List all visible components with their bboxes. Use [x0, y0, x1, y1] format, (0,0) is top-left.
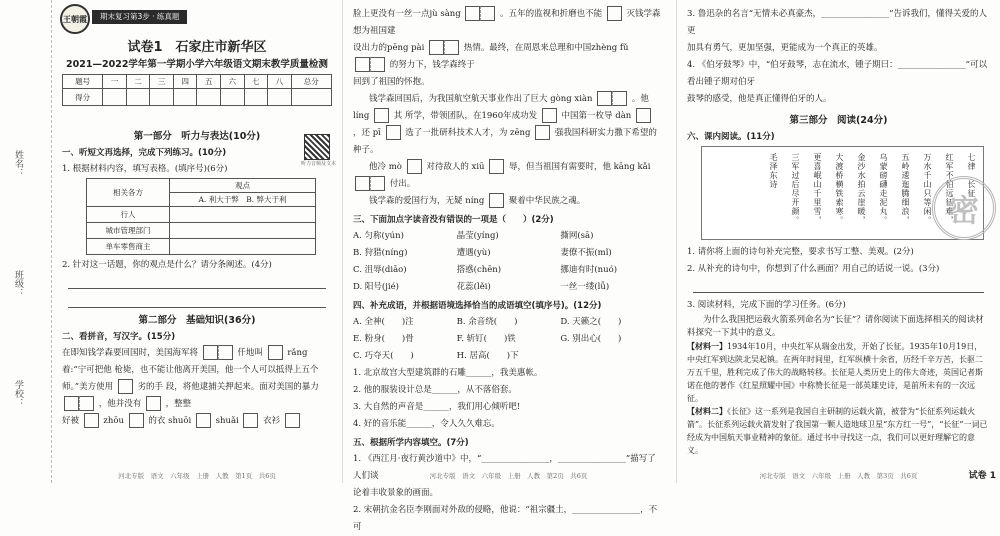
char-boxes[interactable] — [203, 345, 233, 360]
answer-line[interactable] — [68, 274, 326, 289]
score-table-header: 七 — [244, 75, 268, 89]
q2-title: 二、看拼音，写汉字。(15分) — [62, 332, 176, 342]
q6-1: 1. 请你将上面的诗句补充完整，要求书写工整、美观。(2分) — [687, 247, 914, 257]
poem-line: 金沙水拍云崖暖， — [857, 153, 866, 225]
q6-3: 3. 阅读材料，完成下面的学习任务。(6分) — [687, 300, 846, 310]
q6-3-intro: 为什么我国把运载火箭系列命名为“长征”？请你阅读下面选择相关的阅读材料探究一下其中的意义。 — [687, 315, 984, 338]
q1-2: 2. 针对这一话题，你的观点是什么？请分条阐述。(4分) — [62, 260, 272, 270]
char-boxes[interactable] — [374, 108, 389, 123]
material-1: 【材料一】1934年10月，中央红军从瑞金出发，开始了长征。1935年10月19日，中央红军到达陕北吴起镇。在两年时间里，红军纵横十余省，历经千辛万苦，长驱二万五千里，胜利完成了伟大的战略转移。长征是人类历史上的伟大奇迹，英国记者斯诺在他的著作《红星照耀中国》中称赞长征是一部英雄史诗，是前所未有的一次远征。 — [687, 341, 983, 403]
paper-title: 试卷1 石家庄市新华区 — [127, 40, 267, 55]
score-table-header: 一 — [103, 75, 127, 89]
page-2 — [342, 0, 674, 532]
score-table-header: 五 — [197, 75, 221, 89]
p2-line: 脸上更没有一丝一点jù sàng 。五年的监视和折磨也不能 灭钱学森想为祖国建 — [353, 6, 664, 40]
score-table-header: 三 — [150, 75, 174, 89]
material-2: 【材料二】《长征》这一系列是我国自主研制的运载火箭，被誉为“长征系列运载火箭”。长征系列运载火箭发射了我国第一颗人造地球卫星“东方红一号”，“长征”一词已经成为中国航天事业精神的象征。通过书中寻找这一点，我们可以更好理解它的意义。 — [687, 406, 988, 455]
q2-passage: 在即知钱学森要回国时，美国海军将 仟地叫 rǎng 着:“宁可把他 枪毙，也不能让他离开美国，他一个人可以抵得上五个师。”美方使用 劣的手 段，将他逮捕关押起来。面对美国的暴力 ，他并没有 ，整整 好被 zhōu 的衣 shuōi shuǎi 衣衫 — [62, 345, 332, 430]
option[interactable]: C. 沮辱(diāo) — [353, 265, 407, 275]
option: 挪迪有时(nuó) — [560, 265, 618, 275]
binding-strip — [0, 0, 52, 483]
part1 — [62, 124, 332, 430]
q3-options — [353, 228, 664, 296]
option[interactable]: A. 匀称(yún) — [353, 231, 404, 241]
q5-item: 2. 宋朝抗金名臣李刚面对外敌的侵略，他说：“祖宗疆土，________________，不可 — [353, 505, 658, 532]
q5-3: 3. 鲁迅杂的名言“无情未必真豪杰，________________”告诉我们，懂得关爱的人更 — [687, 9, 988, 36]
opinion-answer-cell[interactable] — [170, 223, 316, 239]
score-cell[interactable] — [103, 89, 127, 106]
score-cell[interactable] — [197, 89, 221, 106]
idiom-blank[interactable]: F. 斩钉( )铁 — [456, 334, 516, 344]
score-row-label: 得分 — [63, 89, 103, 106]
option: 一丝一缕(lǚ) — [560, 282, 610, 292]
p2-line: 设出力的pēng pài 热情。最终，在周恩来总理和中国zhèng fǔ 的努力下，钱学森终于 — [353, 40, 664, 74]
class-label: 班级： — [13, 270, 23, 297]
page-3 — [676, 0, 1000, 483]
q5-title: 五、根据所学内容填空。(7分) — [353, 438, 469, 448]
score-cell[interactable] — [150, 89, 174, 106]
q5-3b: 加具有勇气，更加坚强，更能成为一个真正的英雄。 — [687, 43, 883, 53]
poem-line: 乌蒙磅礴走泥丸。 — [879, 153, 888, 225]
part1-title: 第一部分 听力与表达(10分) — [133, 131, 261, 142]
char-boxes[interactable] — [597, 91, 627, 106]
poem-line: 五岭逶迤腾细浪， — [901, 153, 910, 225]
char-boxes[interactable] — [386, 125, 401, 140]
q6-title: 六、课内阅读。(11分) — [687, 132, 775, 142]
part2-title: 第二部分 基础知识(36分) — [138, 315, 256, 326]
q4-item: 1. 北京故宫大型建筑群的石雕______，我美惠帐。 — [353, 368, 543, 378]
score-table-row — [63, 89, 332, 106]
score-table-header: 题号 — [63, 75, 103, 89]
opinion-table-options: A. 利大于弊 B. 弊大于利 — [170, 193, 316, 207]
qr-caption: 听力音频及文本 — [300, 161, 336, 167]
opinion-table — [86, 178, 316, 255]
page-footer: 河北专版 语文 六年级 上册 人教 第1页 共6页 — [118, 472, 276, 480]
option: 花蕊(lěi) — [456, 282, 491, 292]
char-boxes[interactable] — [636, 108, 651, 123]
idiom-blank[interactable]: D. 天籁之( ) — [560, 317, 622, 327]
p2-para: 钱学森的爱国行为，无疑 níng 聚着中华民族之魂。 — [353, 193, 664, 210]
option[interactable]: B. 狩猎(níng) — [353, 248, 408, 258]
score-table — [62, 74, 332, 106]
part3-title: 第三部分 阅读(24分) — [789, 115, 888, 126]
char-boxes[interactable] — [355, 57, 385, 72]
poem-title: 七律 长征 — [967, 153, 976, 198]
q4-item: 3. 大自然的声音是______，我们用心倾听吧! — [353, 402, 521, 412]
score-table-header: 二 — [126, 75, 150, 89]
school-label: 学校： — [13, 380, 23, 407]
poem-line: 大渡桥横铁索寒。 — [835, 153, 844, 225]
answer-line[interactable] — [693, 278, 984, 293]
confidential-seal-icon: 密 — [932, 176, 996, 240]
q3-title: 三、下面加点字读音没有错误的一项是（ ）(2分) — [353, 215, 554, 225]
score-cell[interactable] — [126, 89, 150, 106]
char-boxes[interactable] — [84, 413, 99, 428]
opinion-row-label: 城市管理部门 — [87, 223, 170, 239]
opinion-answer-cell[interactable] — [170, 207, 316, 223]
score-cell[interactable] — [244, 89, 268, 106]
page-footer: 河北专版 语文 六年级 上册 人教 第3页 共6页 — [759, 472, 918, 480]
score-table-header: 四 — [173, 75, 197, 89]
char-boxes[interactable] — [64, 396, 94, 411]
opinion-table-col1: 相关各方 — [87, 179, 170, 207]
q6-2: 2. 从补充的诗句中，你想到了什么画面？用自己的话说一说。(3分) — [687, 264, 940, 274]
char-boxes[interactable] — [129, 413, 144, 428]
idiom-blank[interactable]: B. 余音绕( ) — [456, 317, 518, 327]
q1-1: 1. 根据材料内容，填写表格。(填序号)(6分) — [62, 164, 228, 174]
option[interactable]: D. 阳号(jié) — [353, 282, 399, 292]
idiom-blank[interactable]: H. 居高( )下 — [456, 351, 519, 361]
q5-4b: 鼓琴的感受，他是真正懂得伯牙的人。 — [687, 94, 832, 104]
idiom-blank[interactable]: E. 粉身( )骨 — [353, 334, 414, 344]
poem-line: 万水千山只等闲。 — [923, 153, 932, 225]
score-table-header: 八 — [268, 75, 292, 89]
score-cell[interactable] — [173, 89, 197, 106]
opinion-row-label: 单车零售商主 — [87, 239, 170, 255]
q4-options — [353, 314, 664, 365]
option: 搭惑(chēn) — [456, 265, 502, 275]
p2-line: 回到了祖国的怀抱。 — [353, 77, 430, 87]
poem-line: 更喜岷山千里雪， — [813, 153, 822, 225]
char-boxes[interactable] — [355, 176, 385, 191]
char-boxes[interactable] — [196, 413, 211, 428]
idiom-blank[interactable]: C. 巧夺天( ) — [353, 351, 414, 361]
q5-item: 1. 《西江月·夜行黄沙道中》中，“________________，________________”描写了人们谈 — [353, 454, 656, 481]
q1-title: 一、听短文再选择，完成下列练习。(10分) — [62, 148, 227, 158]
score-table-header: 总分 — [291, 75, 331, 89]
char-boxes[interactable] — [489, 193, 504, 208]
score-table-header-row — [63, 75, 332, 89]
idiom-blank[interactable]: G. 别出心( ) — [560, 334, 622, 344]
qr-code-icon — [304, 134, 330, 160]
q4-title: 四、补充成语，并根据语境选择恰当的成语填空(填序号)。(12分) — [353, 301, 602, 311]
option: 撕网(sā) — [560, 231, 594, 241]
opinion-table-head: 观点 — [170, 179, 316, 193]
paper-subtitle: 2021—2022学年第一学期小学六年级语文期末教学质量检测 — [66, 59, 328, 70]
score-cell[interactable] — [268, 89, 292, 106]
option: 遭遇(yù) — [456, 248, 491, 258]
page-1 — [54, 0, 340, 483]
publisher-logo: 王朝霞 — [60, 4, 90, 34]
opinion-answer-cell[interactable] — [170, 239, 316, 255]
char-boxes[interactable] — [146, 396, 161, 411]
opinion-row-label: 行人 — [87, 207, 170, 223]
score-cell[interactable] — [291, 89, 331, 106]
name-label: 姓名： — [13, 150, 23, 177]
poem-line: 三军过后尽开颜。 — [791, 153, 800, 225]
char-boxes[interactable] — [489, 159, 504, 174]
answer-line[interactable] — [68, 293, 326, 308]
poem-author: 毛泽东诗 — [769, 153, 778, 189]
char-boxes[interactable] — [607, 6, 622, 21]
p2-para: 钱学森回国后，为我国航空航天事业作出了巨大 gòng xiàn 。他 líng 其 所学，带领团队，在1960年成功发 中国第一枚导 dàn ，还 pī 选了一批研科技术人才，为 zēng 强我国科研实力撒下希望的种子。 — [353, 91, 664, 159]
char-boxes[interactable] — [535, 125, 550, 140]
char-boxes[interactable] — [429, 40, 459, 55]
q5-4: 4. 《伯牙鼓琴》中，“伯牙鼓琴，志在流水，锺子期曰：________________”可以看出锺子期对伯牙 — [687, 60, 988, 87]
char-boxes[interactable] — [243, 413, 258, 428]
review-banner: 期末复习第3步 · 练真题 — [92, 10, 187, 24]
char-boxes[interactable] — [407, 159, 422, 174]
char-boxes[interactable] — [285, 413, 300, 428]
page-footer: 河北专版 语文 六年级 上册 人教 第2页 共6页 — [429, 472, 588, 480]
poem-line: 红军不怕远征难， — [945, 153, 954, 225]
paper-number: 试卷 1 — [968, 471, 996, 481]
char-boxes[interactable] — [465, 6, 495, 21]
option: 晶莹(yíng) — [456, 231, 499, 241]
char-boxes[interactable] — [118, 379, 133, 394]
p2-para: 他冷 mò 对待敌人的 xiū 辱，但当祖国有需要时，他 kāng kǎi 付出。 — [353, 159, 664, 193]
q4-item: 2. 他的服装设计总是______，从不落俗套。 — [353, 385, 517, 395]
char-boxes[interactable] — [268, 345, 283, 360]
score-cell[interactable] — [221, 89, 245, 106]
char-boxes[interactable] — [542, 108, 557, 123]
q4-item: 4. 好的音乐能______，令人久久难忘。 — [353, 419, 500, 429]
q5-item: 论着丰收景象的画面。 — [353, 488, 439, 498]
idiom-blank[interactable]: A. 全神( )注 — [353, 317, 414, 327]
score-table-header: 六 — [221, 75, 245, 89]
option: 妻僚不振(mǐ) — [560, 248, 612, 258]
